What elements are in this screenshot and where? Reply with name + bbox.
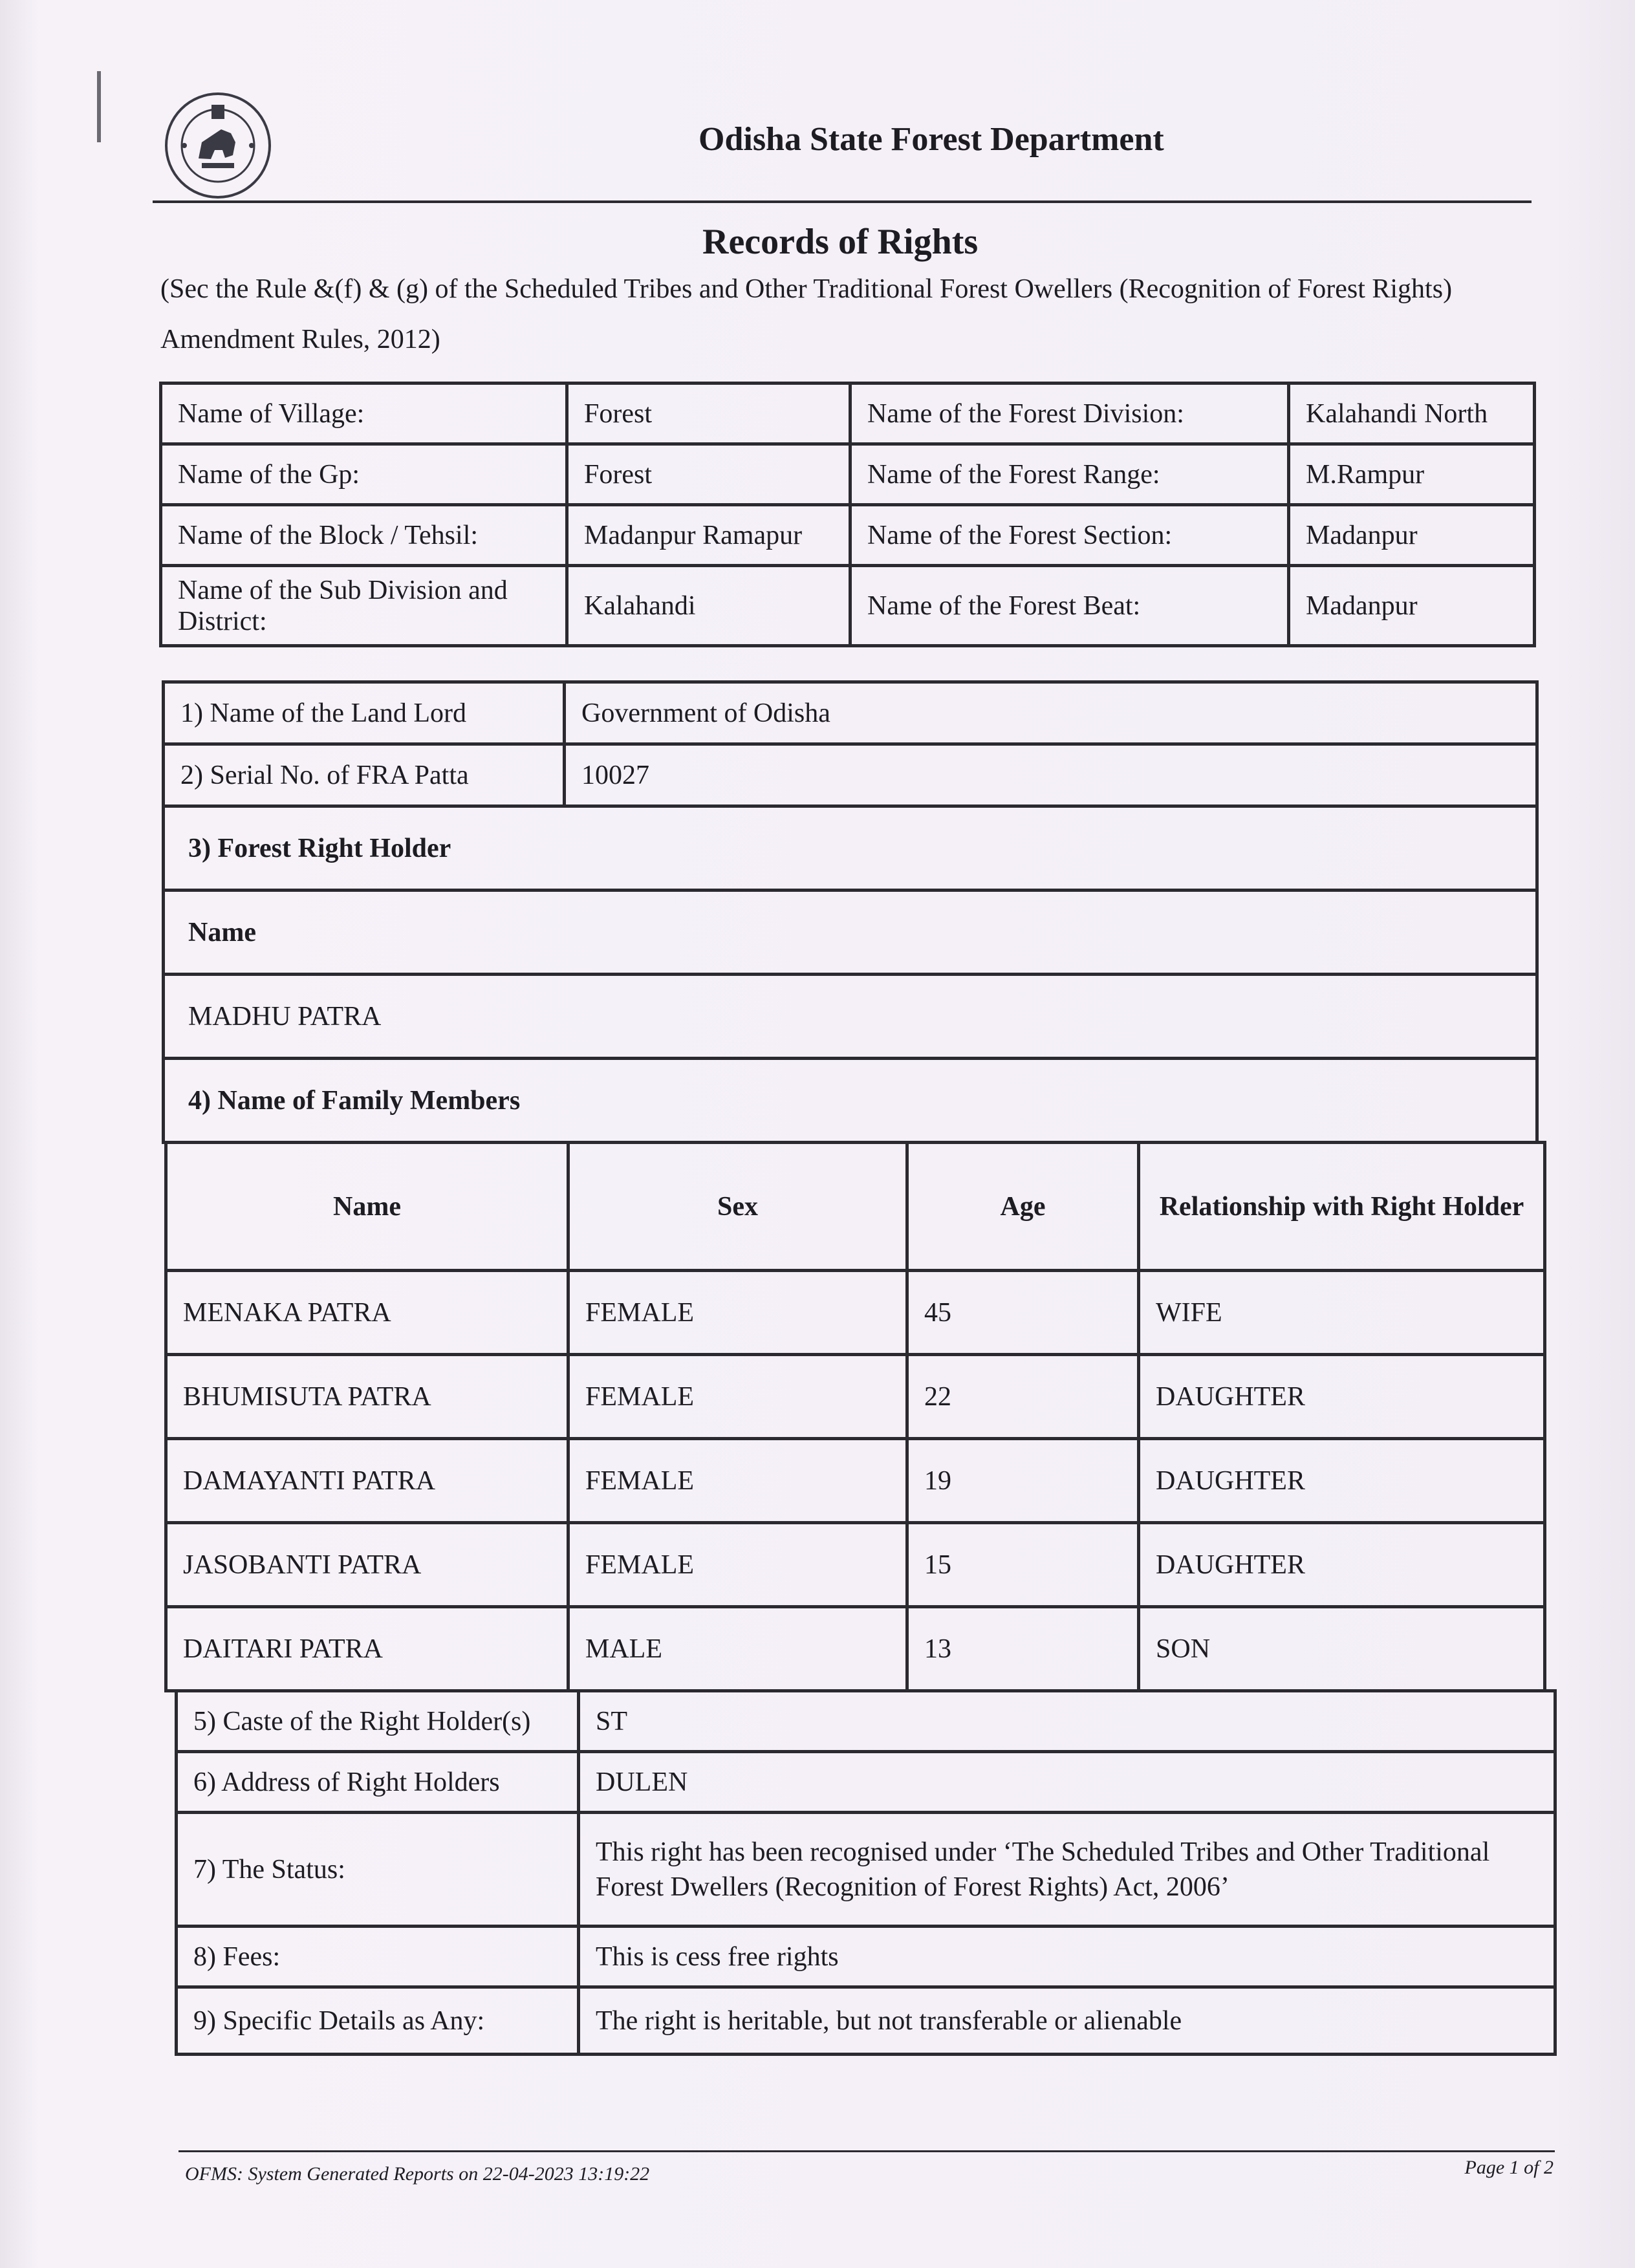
table-row (166, 1271, 1545, 1355)
member-name: JASOBANTI PATRA (166, 1523, 568, 1607)
forest-section-value: Madanpur (1289, 505, 1535, 566)
member-sex: FEMALE (568, 1271, 907, 1355)
caste-label: 5) Caste of the Right Holder(s) (177, 1691, 579, 1752)
details-label: 9) Specific Details as Any: (177, 1987, 579, 2055)
member-name: BHUMISUTA PATRA (166, 1355, 568, 1439)
village-label: Name of Village: (161, 383, 567, 444)
member-relation: DAUGHTER (1139, 1523, 1545, 1607)
member-sex: MALE (568, 1607, 907, 1691)
family-table (164, 1141, 1546, 1692)
subdivision-label: Name of the Sub Division and District: (161, 566, 567, 646)
member-age: 22 (907, 1355, 1139, 1439)
member-sex: FEMALE (568, 1355, 907, 1439)
column-header: Name (166, 1143, 568, 1271)
block-label: Name of the Block / Tehsil: (161, 505, 567, 566)
member-relation: SON (1139, 1607, 1545, 1691)
landlord-value: Government of Odisha (565, 682, 1537, 744)
member-relation: DAUGHTER (1139, 1439, 1545, 1523)
holder-name: MADHU PATRA (164, 975, 1537, 1059)
gp-label: Name of the Gp: (161, 444, 567, 505)
member-age: 19 (907, 1439, 1139, 1523)
member-relation: WIFE (1139, 1271, 1545, 1355)
serial-value: 10027 (565, 744, 1537, 806)
table-row (166, 1607, 1545, 1691)
forest-division-label: Name of the Forest Division: (850, 383, 1289, 444)
forest-range-value: M.Rampur (1289, 444, 1535, 505)
details-value: The right is heritable, but not transferable or alienable (579, 1987, 1555, 2055)
forest-section-label: Name of the Forest Section: (850, 505, 1289, 566)
forest-division-value: Kalahandi North (1289, 383, 1535, 444)
binder-mark (97, 71, 101, 142)
status-value: This right has been recognised under ‘The Scheduled Tribes and Other Traditional Forest Dwellers (Recognition of Forest Rights) Act, 2006’ (579, 1813, 1555, 1927)
record-table (162, 680, 1539, 1144)
table-row (166, 1439, 1545, 1523)
rights-table (175, 1689, 1557, 2056)
fees-value: This is cess free rights (579, 1927, 1555, 1987)
page-number: Page 1 of 2 (1464, 2157, 1554, 2178)
fees-label: 8) Fees: (177, 1927, 579, 1987)
member-name: MENAKA PATRA (166, 1271, 568, 1355)
document-title: Records of Rights (702, 222, 979, 262)
department-title: Odisha State Forest Department (698, 121, 1164, 158)
village-value: Forest (567, 383, 850, 444)
odisha-emblem-icon (163, 91, 273, 200)
member-sex: FEMALE (568, 1523, 907, 1607)
member-age: 45 (907, 1271, 1139, 1355)
member-sex: FEMALE (568, 1439, 907, 1523)
header-rule (153, 200, 1532, 203)
gp-value: Forest (567, 444, 850, 505)
member-name: DAMAYANTI PATRA (166, 1439, 568, 1523)
family-heading: 4) Name of Family Members (164, 1059, 1537, 1143)
caste-value: ST (579, 1691, 1555, 1752)
generated-timestamp: OFMS: System Generated Reports on 22-04-2023 13:19:22 (185, 2163, 650, 2185)
member-age: 13 (907, 1607, 1139, 1691)
location-table (159, 382, 1536, 647)
forest-beat-label: Name of the Forest Beat: (850, 566, 1289, 646)
address-label: 6) Address of Right Holders (177, 1752, 579, 1813)
table-row (166, 1355, 1545, 1439)
column-header: Relationship with Right Holder (1139, 1143, 1545, 1271)
name-heading: Name (164, 891, 1537, 975)
document-subtitle: (Sec the Rule &(f) & (g) of the Scheduled Tribes and Other Traditional Forest Owellers (Recognition of Forest Rights) Amendment Rules, 2012) (160, 274, 1453, 354)
footer-rule (179, 2150, 1555, 2152)
serial-label: 2) Serial No. of FRA Patta (164, 744, 565, 806)
landlord-label: 1) Name of the Land Lord (164, 682, 565, 744)
column-header: Sex (568, 1143, 907, 1271)
column-header: Age (907, 1143, 1139, 1271)
table-row (166, 1523, 1545, 1607)
status-label: 7) The Status: (177, 1813, 579, 1927)
subdivision-value: Kalahandi (567, 566, 850, 646)
block-value: Madanpur Ramapur (567, 505, 850, 566)
holder-heading: 3) Forest Right Holder (164, 806, 1537, 891)
address-value: DULEN (579, 1752, 1555, 1813)
family-header-row (166, 1143, 1545, 1271)
forest-range-label: Name of the Forest Range: (850, 444, 1289, 505)
member-name: DAITARI PATRA (166, 1607, 568, 1691)
member-age: 15 (907, 1523, 1139, 1607)
member-relation: DAUGHTER (1139, 1355, 1545, 1439)
forest-beat-value: Madanpur (1289, 566, 1535, 646)
